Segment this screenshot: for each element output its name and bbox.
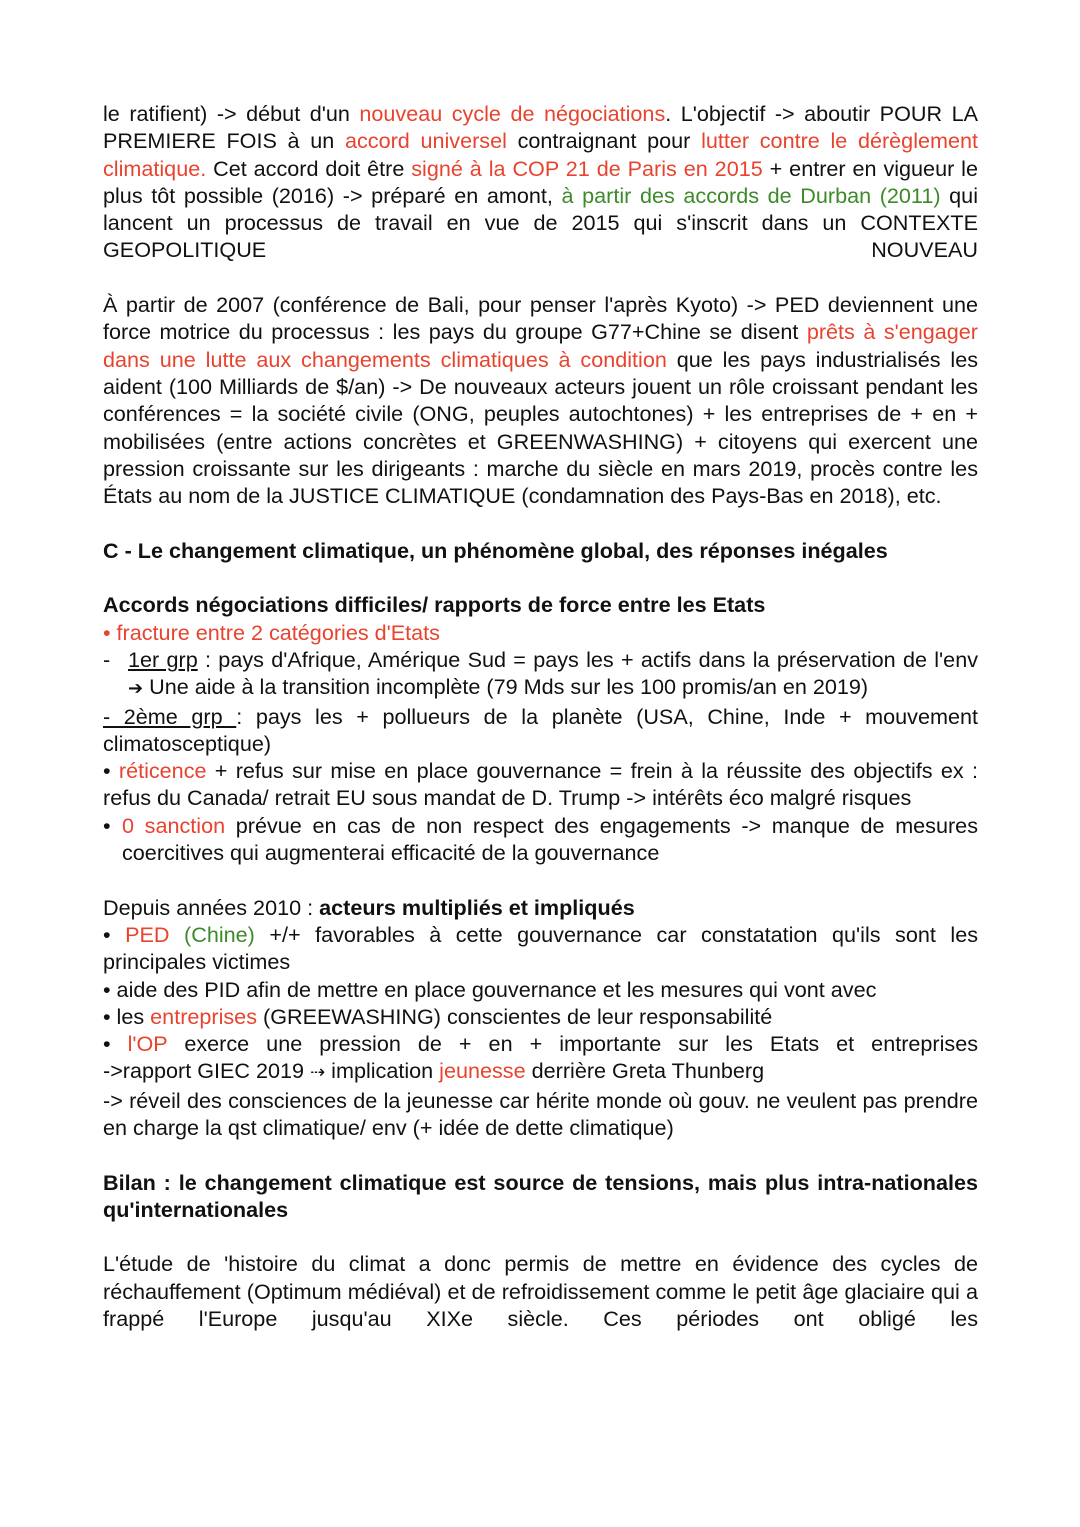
bullet: • — [103, 619, 111, 645]
accords-heading: Accords négociations difficiles/ rapports de force entre les Etats — [103, 592, 766, 618]
dash-marker: - — [103, 646, 111, 672]
highlight-green: (Chine) — [184, 921, 255, 947]
highlight-red: 0 sanction — [122, 812, 226, 838]
highlight-red: PED — [125, 921, 170, 947]
highlight-green: à partir des accords de Durban (2011) — [561, 182, 941, 208]
highlight-red: l'OP — [127, 1031, 168, 1057]
highlight-red: réticence — [118, 758, 207, 784]
spacer — [103, 1223, 978, 1250]
jeunesse-line: -> réveil des consciences de la jeunesse car hérite monde où gouv. ne veulent pas prendre en charge la qst climatique/ env (+ idée de dette climatique) — [103, 1087, 978, 1140]
op-item: • l'OP exerce une pression de + en + importante sur les Etats et entreprises — [103, 1031, 979, 1057]
spacer — [103, 564, 978, 591]
group-2-item: - 2ème grp : pays les + pollueurs de la planète (USA, Chine, Inde + mouvement climatosceptique) — [103, 703, 978, 756]
bullet: • — [103, 812, 111, 838]
dashed-arrow-icon: ⇢ — [310, 1062, 326, 1084]
spacer — [103, 866, 978, 893]
spacer — [103, 264, 978, 291]
fracture-item — [103, 619, 978, 646]
paragraph-cop21: le ratifient) -> début d'un nouveau cycle de négociations. L'objectif -> aboutir POUR LA PREMIERE FOIS à un accord universel contraignant pour lutter contre le dérèglement climatique. Cet accord doit être signé à la COP 21 de Paris en 2015 + entrer en vigueur le plus tôt possible (2016) -> préparé en amont, à partir des accords de Durban (2011) qui lancent un processus de travail en vue de 2015 qui s'inscrit dans un CONTEXTE GEOPOLITIQUE NOUVEAU — [103, 101, 979, 263]
pid-item: • aide des PID afin de mettre en place gouvernance et les mesures qui vont avec — [103, 976, 877, 1002]
bullet: • — [103, 921, 126, 947]
highlight-red: lutter contre le dérèglement climatique. — [103, 128, 979, 181]
highlight-red: nouveau cycle de négociations — [359, 101, 666, 126]
group-1-item: - 1er grp : pays d'Afrique, Amérique Sud = pays les + actifs dans la préservation de l'env ➔ Une aide à la transition incomplète (79 Mds sur les 100 promis/an en 2019) — [103, 646, 978, 700]
paragraph-bali: À partir de 2007 (conférence de Bali, pour penser l'après Kyoto) -> PED deviennent une force motrice du processus : les pays du groupe G77+Chine se disent prêts à s'engager dans une lutte aux changements climatiques à condition que les pays industrialisés les aident (100 Milliards de $/an) -> De nouveaux acteurs jouent un rôle croissant pendant les conférences = la société civile (ONG, peuples autochtones) + les entreprises de + en + mobilisées (entre actions concrètes et GREENWASHING) + citoyens qui exercent une pression croissante sur les dirigeants : marche du siècle en mars 2019, procès contre les États au nom de la JUSTICE CLIMATIQUE (condamnation des Pays-Bas en 2018), etc. — [103, 292, 978, 509]
acteurs-intro: Depuis années 2010 : acteurs multipliés et impliqués — [103, 894, 635, 920]
highlight-red: jeunesse — [439, 1058, 526, 1084]
sanction-item: • 0 sanction prévue en cas de non respect des engagements -> manque de mesures coercitives qui augmenterai efficacité de la gouvernance — [103, 812, 978, 866]
giec-line: ->rapport GIEC 2019 ⇢ implication jeunesse derrière Greta Thunberg — [103, 1058, 765, 1084]
highlight-red: prêts à s'engager dans une lutte aux changements climatiques à condition — [103, 319, 978, 372]
arrow-right-icon: ➔ — [128, 678, 144, 700]
group-2-label: - 2ème grp — [103, 703, 237, 729]
document-page — [103, 100, 978, 1332]
group-1-label: 1er grp — [128, 646, 198, 672]
entreprises-item: • les entreprises (GREEWASHING) conscientes de leur responsabilité — [103, 1003, 773, 1029]
spacer — [103, 509, 978, 536]
acteurs-heading: acteurs multipliés et impliqués — [319, 894, 635, 920]
highlight-red: signé à la COP 21 de Paris en 2015 — [411, 155, 763, 181]
highlight-red: entreprises — [150, 1003, 257, 1029]
ped-item: • PED (Chine) +/+ favorables à cette gouvernance car constatation qu'ils sont les principales victimes — [103, 921, 979, 975]
reticence-item: • réticence + refus sur mise en place gouvernance = frein à la réussite des objectifs ex : refus du Canada/ retrait EU sous mandat de D. Trump -> intérêts éco malgré risques — [103, 758, 979, 811]
highlight-red: accord universel — [344, 128, 507, 154]
section-c-title: C - Le changement climatique, un phénomène global, des réponses inégales — [103, 537, 888, 563]
closing-paragraph: L'étude de 'histoire du climat a donc permis de mettre en évidence des cycles de réchauffement (Optimum médiéval) et de refroidissement comme le petit âge glaciaire qui a frappé l'Europe jusqu'au XIXe siècle. Ces périodes ont obligé les — [103, 1251, 978, 1332]
spacer — [103, 1141, 978, 1168]
highlight-red: fracture entre 2 catégories d'Etats — [110, 619, 440, 645]
bilan-statement: Bilan : le changement climatique est source de tensions, mais plus intra-nationales qu'internationales — [103, 1169, 978, 1222]
bullet: • — [103, 758, 119, 784]
